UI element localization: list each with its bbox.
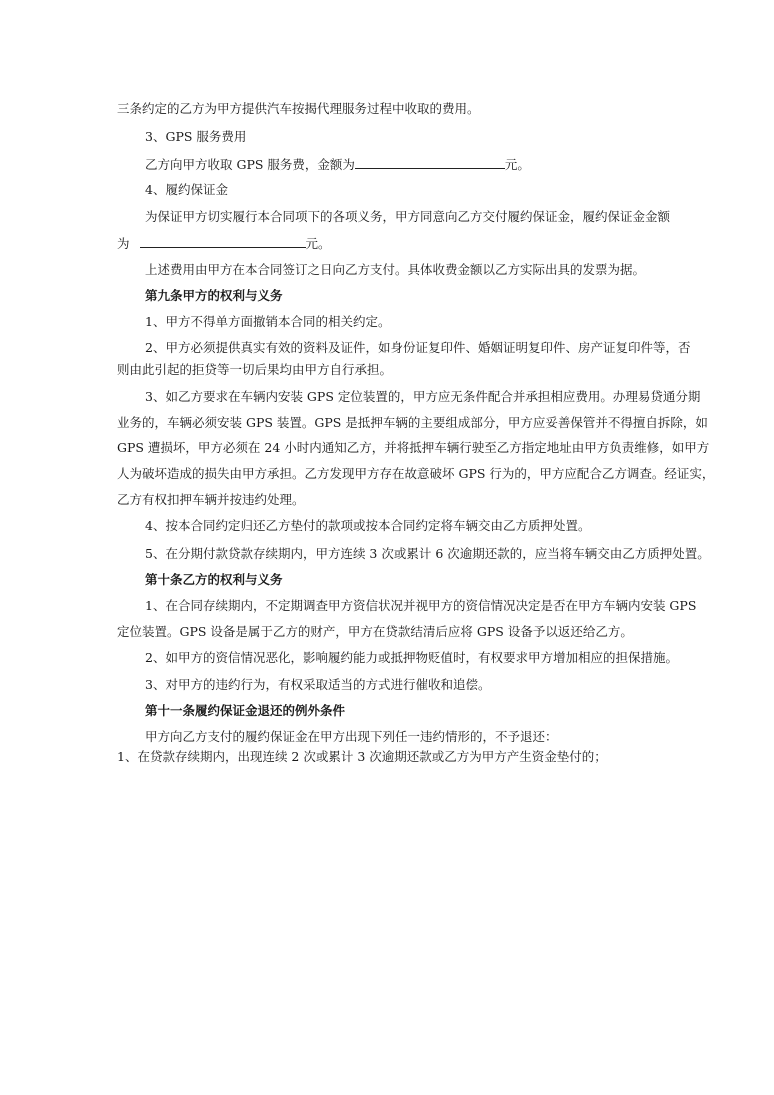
paragraph-line bbox=[145, 156, 530, 173]
text: 1、在贷款存续期内，出现连续 2 次或累计 3 次逾期还款或乙方为甲方产生资金垫付的； bbox=[117, 749, 607, 764]
text: 2、甲方必须提供真实有效的资料及证件，如身份证复印件、婚姻证明复印件、房产证复印件等，否 bbox=[145, 340, 691, 355]
paragraph-line bbox=[145, 598, 696, 614]
text: 为 bbox=[117, 236, 130, 251]
text: 1、甲方不得单方面撤销本合同的相关约定。 bbox=[145, 314, 391, 329]
section-heading bbox=[145, 572, 283, 588]
text: 则由此引起的拒贷等一切后果均由甲方自行承担。 bbox=[117, 362, 393, 377]
text: 人为破坏造成的损失由甲方承担。乙方发现甲方存在故意破坏 GPS 行为的，甲方应配合乙方调查。经证实， bbox=[117, 466, 715, 481]
paragraph-line bbox=[117, 362, 392, 378]
paragraph-line bbox=[145, 729, 558, 745]
paragraph-line bbox=[117, 101, 480, 117]
heading-text: 第十条乙方的权利与义务 bbox=[145, 572, 283, 587]
heading-text: 第九条甲方的权利与义务 bbox=[145, 288, 283, 303]
paragraph-line bbox=[117, 466, 714, 482]
paragraph-line bbox=[145, 546, 710, 562]
heading-text: 第十一条履约保证金退还的例外条件 bbox=[145, 703, 346, 718]
text: 元。 bbox=[504, 157, 530, 172]
section-heading bbox=[145, 288, 283, 304]
text: GPS 遭损坏，甲方必须在 24 小时内通知乙方，并将抵押车辆行驶至乙方指定地址由甲方负责维修，如甲方 bbox=[117, 440, 710, 455]
paragraph-line bbox=[117, 749, 607, 765]
paragraph-line bbox=[117, 492, 305, 508]
text: 3、如乙方要求在车辆内安装 GPS 定位装置的，甲方应无条件配合并承担相应费用。办理易贷通分期 bbox=[145, 389, 701, 404]
paragraph-line bbox=[145, 129, 246, 145]
section-heading bbox=[145, 703, 345, 719]
text: 上述费用由甲方在本合同签订之日向乙方支付。具体收费金额以乙方实际出具的发票为据。 bbox=[145, 262, 646, 277]
text: 元。 bbox=[305, 236, 331, 251]
text: 3、GPS 服务费用 bbox=[145, 129, 247, 144]
paragraph-line bbox=[117, 440, 709, 456]
paragraph-line bbox=[145, 262, 645, 278]
text: 1、在合同存续期内，不定期调查甲方资信状况并视甲方的资信情况决定是否在甲方车辆内安装 GPS bbox=[145, 598, 697, 613]
paragraph-line bbox=[145, 314, 390, 330]
text: 3、对甲方的违约行为，有权采取适当的方式进行催收和追偿。 bbox=[145, 677, 491, 692]
text: 业务的，车辆必须安装 GPS 装置。GPS 是抵押车辆的主要组成部分，甲方应妥善保管并不得擅自拆除，如 bbox=[117, 415, 708, 430]
paragraph-line bbox=[145, 518, 590, 534]
fill-in-blank bbox=[140, 235, 306, 248]
text: 2、如甲方的资信情况恶化，影响履约能力或抵押物贬值时，有权要求甲方增加相应的担保措施。 bbox=[145, 650, 678, 665]
paragraph-line bbox=[145, 209, 670, 225]
text: 5、在分期付款贷款存续期内，甲方连续 3 次或累计 6 次逾期还款的，应当将车辆交由乙方质押处置。 bbox=[145, 546, 710, 561]
text: 为保证甲方切实履行本合同项下的各项义务，甲方同意向乙方交付履约保证金，履约保证金金额 bbox=[145, 209, 671, 224]
text: 4、履约保证金 bbox=[145, 182, 228, 197]
paragraph-line bbox=[145, 389, 700, 405]
paragraph-line bbox=[145, 182, 228, 198]
text: 乙方向甲方收取 GPS 服务费，金额为 bbox=[145, 157, 355, 172]
paragraph-line bbox=[145, 677, 490, 693]
text: 三条约定的乙方为甲方提供汽车按揭代理服务过程中收取的费用。 bbox=[117, 101, 480, 116]
text: 乙方有权扣押车辆并按违约处理。 bbox=[117, 492, 305, 507]
text: 4、按本合同约定归还乙方垫付的款项或按本合同约定将车辆交由乙方质押处置。 bbox=[145, 518, 591, 533]
paragraph-line bbox=[117, 624, 633, 640]
paragraph-line bbox=[145, 650, 678, 666]
paragraph-line bbox=[117, 235, 331, 252]
text: 甲方向乙方支付的履约保证金在甲方出现下列任一违约情形的，不予退还： bbox=[145, 729, 558, 744]
text: 定位装置。GPS 设备是属于乙方的财产，甲方在贷款结清后应将 GPS 设备予以返还给乙方。 bbox=[117, 624, 633, 639]
paragraph-line bbox=[117, 415, 708, 431]
paragraph-line bbox=[145, 340, 690, 356]
fill-in-blank bbox=[355, 156, 505, 169]
